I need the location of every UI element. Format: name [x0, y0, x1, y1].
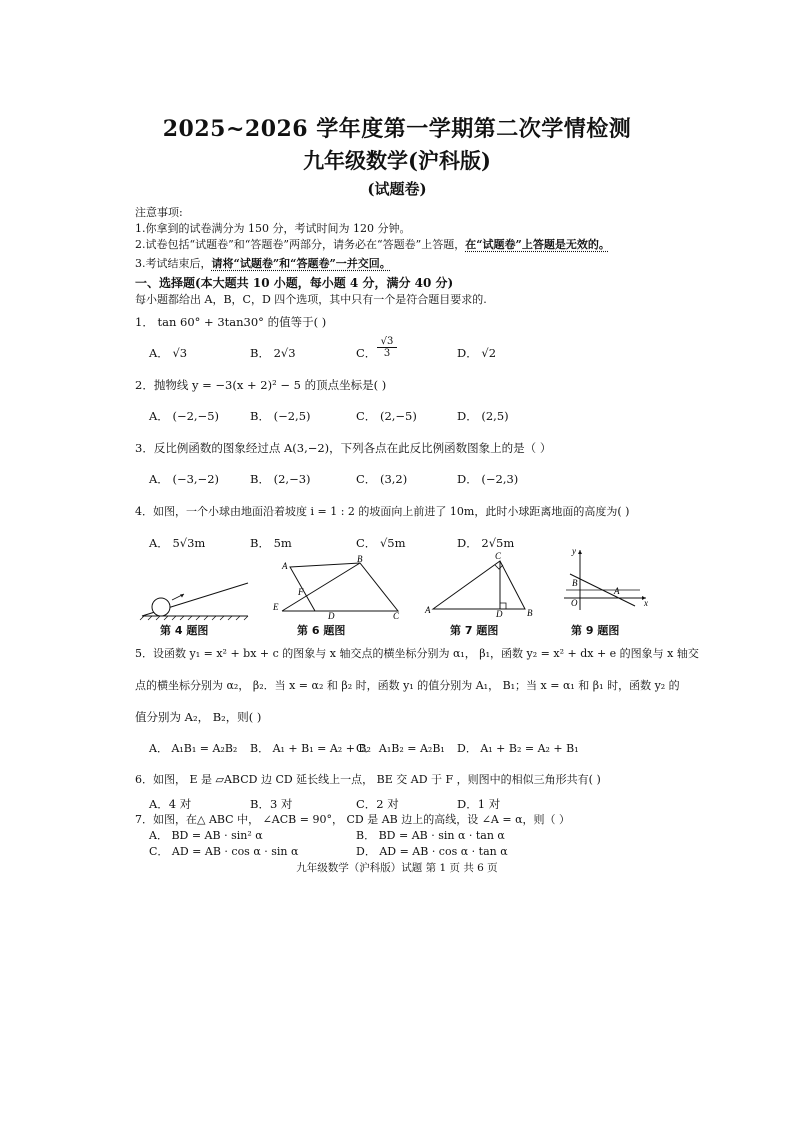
- question-6-option-b: B．3 对: [250, 797, 293, 811]
- question-1-option-c: C．: [356, 346, 377, 360]
- notice-item-3: [135, 255, 391, 271]
- figure-4-caption: 第 4 题图: [160, 624, 209, 637]
- question-6-option-d: D．1 对: [457, 797, 501, 811]
- question-7-stem: 7．如图，在△ ABC 中， ∠ACB = 90°， CD 是 AB 边上的高线，设 ∠A = α，则（ ）: [135, 813, 571, 826]
- question-7-option-d: D． AD = AB · cos α · tan α: [356, 845, 508, 858]
- question-1-option-c-numerator: √3: [377, 336, 397, 348]
- question-6-option-c: C．2 对: [356, 797, 399, 811]
- section-instructions: 每小题都给出 A，B，C，D 四个选项，其中只有一个是符合题目要求的.: [135, 293, 487, 306]
- notice-heading: 注意事项:: [135, 206, 183, 219]
- question-1-option-c-denominator: 3: [383, 348, 391, 359]
- figure-6-parallelogram: [270, 555, 410, 620]
- question-5-line-3: 值分别为 A₂， B₂，则( ): [135, 710, 262, 724]
- section-heading: 一、选择题(本大题共 10 小题，每小题 4 分，满分 40 分): [135, 276, 454, 290]
- question-4-option-d: D． 2√5m: [457, 536, 515, 550]
- question-5-line-2: 点的横坐标分别为 α₂， β₂．当 x = α₂ 和 β₂ 时，函数 y₁ 的值分别为 A₁， B₁；当 x = α₁ 和 β₁ 时，函数 y₂ 的: [135, 679, 680, 692]
- question-6-stem: 6．如图， E 是 ▱ABCD 边 CD 延长线上一点， BE 交 AD 于 F ，则图中的相似三角形共有( ): [135, 773, 601, 786]
- figure-7-label-c: C: [495, 551, 502, 561]
- figure-7-caption: 第 7 题图: [450, 624, 499, 637]
- question-1-option-d: D． √2: [457, 346, 497, 360]
- question-3-option-d: D． (−2,3): [457, 472, 519, 486]
- question-5-option-a: A． A₁B₁ = A₂B₂: [149, 742, 238, 755]
- question-5-option-d: D． A₁ + B₂ = A₂ + B₁: [457, 742, 579, 755]
- figure-6-label-e: E: [273, 602, 279, 612]
- question-2-option-a: A． (−2,−5): [149, 409, 219, 423]
- figure-7-label-b: B: [527, 608, 533, 618]
- page-footer: 九年级数学（沪科版）试题 第 1 页 共 6 页: [296, 862, 498, 874]
- question-1-option-a: A． √3: [149, 346, 188, 360]
- figure-6-label-d: D: [328, 611, 335, 621]
- figure-9-label-a: A: [614, 586, 620, 596]
- figure-9-label-y: y: [572, 546, 576, 556]
- page-subtitle: 九年级数学(沪科版): [303, 148, 491, 173]
- question-3-option-c: C． (3,2): [356, 472, 408, 486]
- question-1-option-b: B． 2√3: [250, 346, 296, 360]
- question-2-option-b: B． (−2,5): [250, 409, 311, 423]
- notice-item-1: 1.你拿到的试卷满分为 150 分，考试时间为 120 分钟。: [135, 222, 411, 235]
- notice-item-3-emphasis: 请将“试题卷”和“答题卷”一并交回。: [211, 257, 391, 270]
- question-1-option-c-fraction: [377, 336, 397, 359]
- question-2-option-c: C． (2,−5): [356, 409, 417, 423]
- figure-6-label-b: B: [357, 554, 363, 564]
- question-4-stem: 4．如图，一个小球由地面沿着坡度 i = 1 : 2 的坡面向上前进了 10m，此时小球距离地面的高度为( ): [135, 505, 630, 518]
- figure-9-line-graph: [560, 546, 655, 616]
- question-5-option-c: C． A₁B₂ = A₂B₁: [356, 742, 445, 755]
- figure-7-right-triangle: [425, 553, 540, 618]
- question-2-option-d: D． (2,5): [457, 409, 509, 423]
- question-3-stem: 3．反比例函数的图象经过点 A(3,−2)，下列各点在此反比例函数图象上的是（ ）: [135, 441, 552, 455]
- figure-9-label-b: B: [572, 578, 578, 588]
- question-3-option-b: B． (2,−3): [250, 472, 311, 486]
- question-4-option-c: C． √5m: [356, 536, 406, 550]
- question-5-line-1: 5．设函数 y₁ = x² + bx + c 的图象与 x 轴交点的横坐标分别为 α₁， β₁，函数 y₂ = x² + dx + e 的图象与 x 轴交: [135, 647, 699, 660]
- figure-6-label-a: A: [282, 561, 288, 571]
- notice-item-2: [135, 236, 610, 252]
- figure-6-label-f: F: [298, 587, 304, 597]
- question-7-option-a: A． BD = AB · sin² α: [149, 829, 263, 842]
- question-2-stem: 2．抛物线 y = −3(x + 2)² − 5 的顶点坐标是( ): [135, 378, 387, 392]
- figure-4-slope: [140, 575, 252, 620]
- figure-6-caption: 第 6 题图: [297, 624, 346, 637]
- paper-type-label: (试题卷): [367, 180, 427, 198]
- question-1-stem: 1． tan 60° + 3tan30° 的值等于( ): [135, 315, 327, 329]
- figure-6-label-c: C: [393, 611, 400, 621]
- question-7-option-c: C． AD = AB · cos α · sin α: [149, 845, 299, 858]
- question-4-option-b: B． 5m: [250, 536, 292, 550]
- page-title: 2025~2026 学年度第一学期第二次学情检测: [162, 116, 632, 142]
- question-4-option-a: A． 5√3m: [149, 536, 206, 550]
- figure-7-label-a: A: [425, 605, 431, 615]
- figure-9-label-o: O: [571, 598, 578, 608]
- question-7-option-b: B． BD = AB · sin α · tan α: [356, 829, 505, 842]
- figure-9-label-x: x: [644, 598, 648, 608]
- question-3-option-a: A． (−3,−2): [149, 472, 219, 486]
- notice-item-2-text: 2.试卷包括“试题卷”和“答题卷”两部分，请务必在“答题卷”上答题，: [135, 238, 466, 251]
- figure-7-label-d: D: [496, 609, 503, 619]
- notice-item-3-text: 3.考试结束后，: [135, 257, 212, 270]
- question-6-option-a: A．4 对: [149, 797, 192, 811]
- question-5-option-b: B． A₁ + B₁ = A₂ + B₂: [250, 742, 371, 755]
- notice-item-2-emphasis: 在“试题卷”上答题是无效的。: [465, 238, 610, 251]
- figure-9-caption: 第 9 题图: [571, 624, 620, 637]
